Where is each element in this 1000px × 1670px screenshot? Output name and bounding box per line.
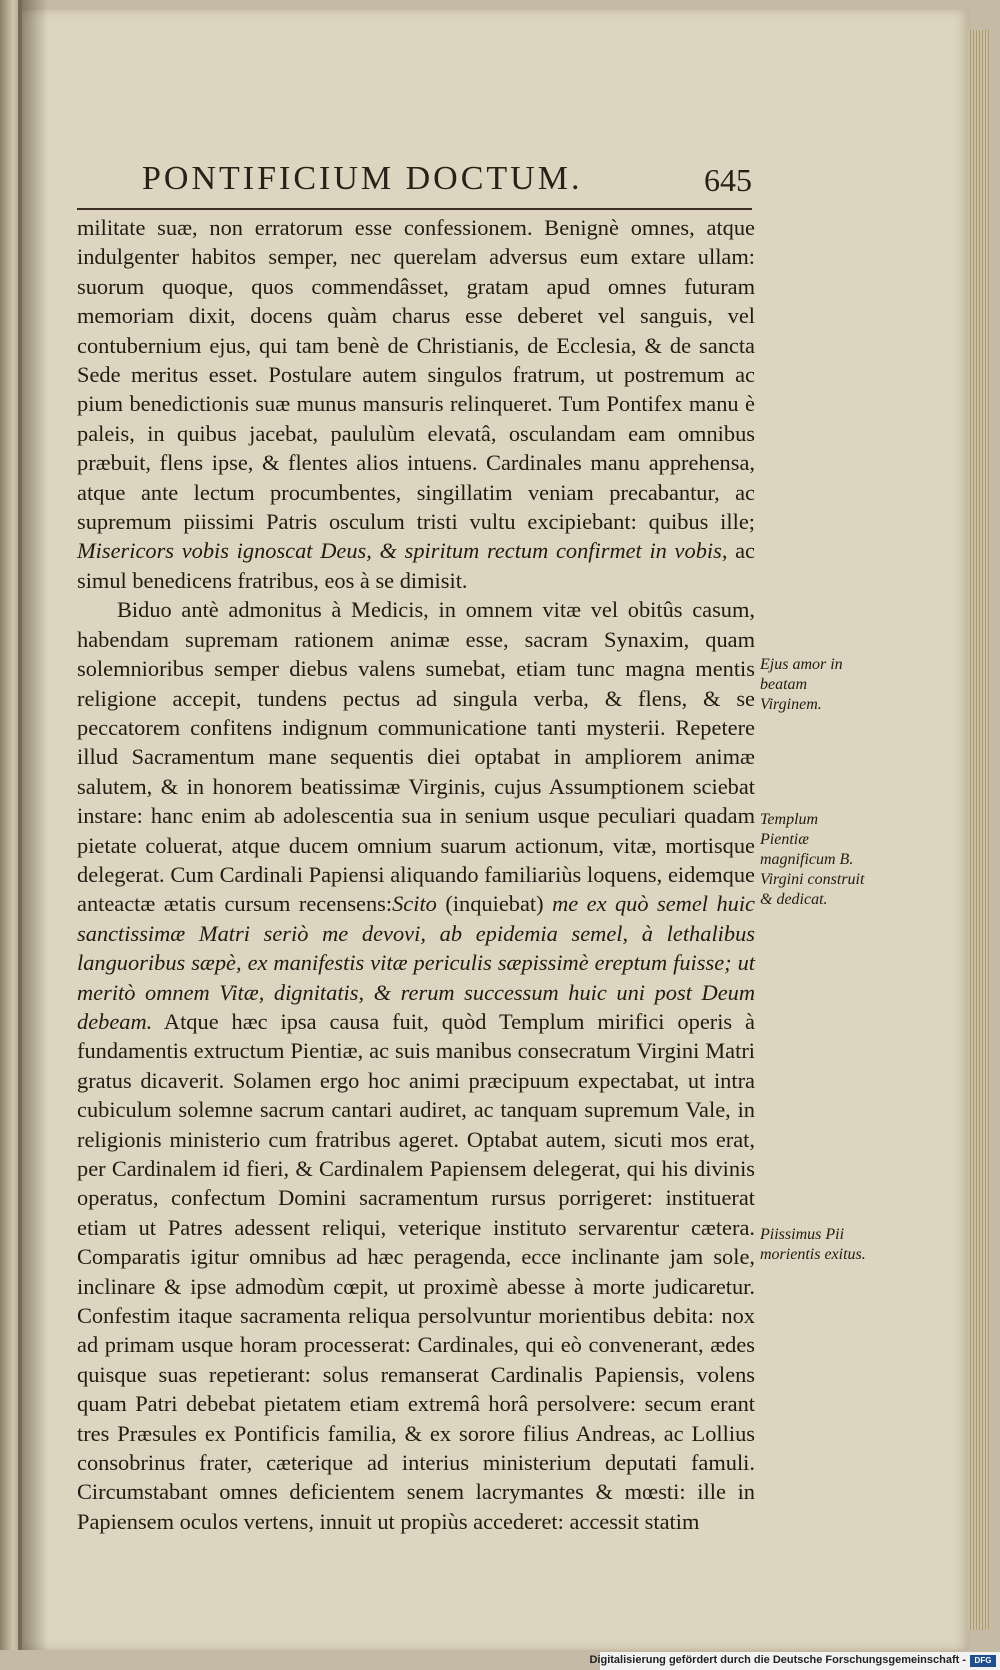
side-note-2: Templum Pientiæ magnificum B. Virgini construit & dedicat. xyxy=(760,811,865,908)
footer-bar xyxy=(589,1652,1000,1670)
paragraph-1-text: militate suæ, non erratorum esse confessionem. Benignè omnes, atque indulgenter habitos semper, nec querelam adversus eum extare ullam: suorum quoque, quos commendâsset, gratam apud omnes futuram memoriam dixit, docens quàm charus esse deberet vel sanguis, vel contubernium ejus, qui tam benè de Christianis, de Ecclesia, & de sancta Sede meritus esset. Postulare autem singulos fratrum, ut postremum ac pium benedictionis suæ munus mansuris relinqueret. Tum Pontifex manu è paleis, in quibus jacebat, paululùm elevatâ, osculandam eam omnibus præbuit, flens ipse, & flentes alios intuens. Cardinales manu apprehensa, atque ante lectum procumbentes, singillatim veniam precabantur, ac supremum piissimi Patris osculum tristi vultu excipiebant: quibus ille; xyxy=(77,215,755,535)
paragraph-1-quote: Misericors vobis ignoscat Deus, & spiritum rectum confirmet in vobis xyxy=(77,538,722,564)
header-rule xyxy=(77,208,752,210)
footer-credit: Digitalisierung gefördert durch die Deutsche Forschungsgemeinschaft - xyxy=(589,1654,966,1666)
paragraph-2-text: Biduo antè admonitus à Medicis, in omnem vitæ vel obitûs casum, habendam supremam rationem animæ esse, sacram Synaxim, quam solemnioribus semper diebus valens sumebat, etiam tunc magna mentis religione accepit, tundens pectus ad singula verba, & flens, & se peccatorem confitens indignum communicatione tanti mysterii. Repetere illud Sacramentum mane sequentis diei optabat in ampliorem animæ salutem, & in honorem beatissimæ Virginis, cujus Assumptionem sciebat instare: hanc enim ab adolescentia sua in senium usque peculiari quadam pietate coluerat, atque ducem omnium suarum actionum, vitæ, mortisque delegerat. Cum Cardinali Papiensi aliquando familiariùs loquens, eidemque anteactæ ætatis cursum recensens: xyxy=(77,597,755,917)
spine-shadow xyxy=(18,0,48,1650)
side-note-1: Ejus amor in beatam Virginem. xyxy=(760,656,843,713)
page-header xyxy=(142,160,752,206)
body-text xyxy=(77,213,755,1536)
paragraph-2-inquiebat: (inquiebat) xyxy=(445,891,544,917)
paragraph-2-scito: Scito xyxy=(392,891,437,917)
paragraph-2-rest: Atque hæc ipsa causa fuit, quòd Templum mirifici operis à fundamentis extructum Pientiæ, ac suis manibus consecratum Virgini Matri gratus dicaverit. Solamen ergo hoc animi præcipuum expectabat, ut intra cubiculum solemne sacrum cantari audiret, ac tanquam supremum Vale, in religionis ministerio cum fratribus ageret. Optabat autem, sicuti mos erat, per Cardinalem id fieri, & Cardinalem Papiensem delegerat, qui his divinis operatus, confectum Domini sacramentum rursus porrigeret: instituerat etiam ut Patres adessent reliqui, veterique instituto servarentur cætera. Comparatis igitur omnibus ad hæc peragenda, ecce inclinante jam sole, inclinare & ipse admodùm cœpit, ut proximè abesse à morte judicaretur. Confestim itaque sacramenta reliqua persolvuntur morientibus debita: nox ad primam usque horam processerat: Cardinales, qui eò convenerant, ædes quisque suas repetierant: solus remanserat Cardinalis Papiensis, volens quam Patri debebat pietatem etiam extremâ horâ persolvere: secum erant tres Præsules ex Pontificis familia, & ex sorore filius Andreas, ac Lollius consobrinus frater, cæterique ad interius ministerium deputati famuli. Circumstabant omnes deficientem senem lacrymantes & mœsti: ille in Papiensem oculos vertens, innuit ut propiùs accederet: accessit statim xyxy=(77,1008,755,1534)
paragraph-1-end: , ac simul benedicens fratribus, eos à se dimisit. xyxy=(77,538,755,593)
side-note-3: Piissimus Pii morientis exitus. xyxy=(760,1226,866,1263)
paragraph-1 xyxy=(77,213,755,595)
page-number: 645 xyxy=(704,162,752,198)
paragraph-2-quote: me ex quò semel huic sanctissimæ Matri seriò me devovi, ab epidemia semel, à lethalibus languoribus sæpè, ex manifestis vitæ periculis sæpissimè ereptum fuisse; ut meritò omnem Vitæ, dignitatis, & rerum successum huic uni post Deum debeam. xyxy=(77,891,755,1034)
book-page xyxy=(22,10,970,1650)
dfg-logo-icon: DFG xyxy=(970,1655,996,1667)
running-title: PONTIFICIUM DOCTUM. xyxy=(142,160,583,197)
page-edges xyxy=(968,30,990,1630)
paragraph-2 xyxy=(77,595,755,1536)
